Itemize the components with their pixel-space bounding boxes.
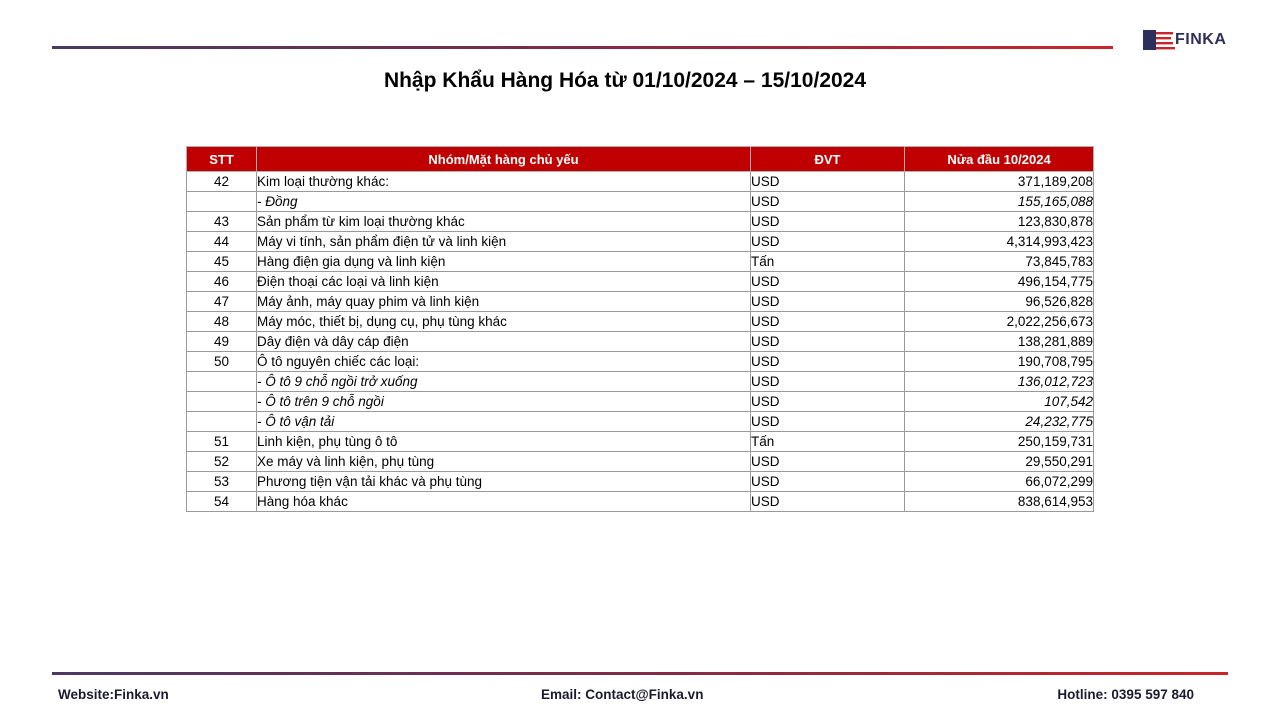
table-row: [187, 352, 1094, 372]
row-item-name: Hàng điện gia dụng và linh kiện: [257, 252, 751, 272]
row-item-name: Hàng hóa khác: [257, 492, 751, 512]
table-row: [187, 492, 1094, 512]
row-value: 96,526,828: [905, 292, 1094, 312]
row-unit: USD: [751, 192, 905, 212]
row-value: 155,165,088: [905, 192, 1094, 212]
table-row: [187, 392, 1094, 412]
row-value: 496,154,775: [905, 272, 1094, 292]
footer-hotline: Hotline: 0395 597 840: [1057, 687, 1194, 702]
finka-logo-mark-icon: [1143, 29, 1177, 51]
table-header-row: [187, 147, 1094, 172]
table-row: [187, 172, 1094, 192]
row-unit: USD: [751, 172, 905, 192]
row-item-name: - Đồng: [257, 192, 751, 212]
row-value: 4,314,993,423: [905, 232, 1094, 252]
row-stt: 49: [187, 332, 257, 352]
row-item-name: Ô tô nguyên chiếc các loại:: [257, 352, 751, 372]
footer-website: Website:Finka.vn: [58, 687, 169, 702]
row-stt: 53: [187, 472, 257, 492]
top-divider: [52, 46, 1113, 49]
row-stt: 42: [187, 172, 257, 192]
row-unit: USD: [751, 452, 905, 472]
row-stt: 45: [187, 252, 257, 272]
row-item-name: Xe máy và linh kiện, phụ tùng: [257, 452, 751, 472]
table-row: [187, 232, 1094, 252]
table-row: [187, 292, 1094, 312]
row-stt: 44: [187, 232, 257, 252]
row-unit: Tấn: [751, 252, 905, 272]
header-unit: ĐVT: [751, 147, 905, 172]
row-item-name: Sản phẩm từ kim loại thường khác: [257, 212, 751, 232]
row-item-name: - Ô tô 9 chỗ ngồi trở xuống: [257, 372, 751, 392]
table-row: [187, 332, 1094, 352]
row-unit: USD: [751, 352, 905, 372]
row-stt: [187, 192, 257, 212]
row-value: 24,232,775: [905, 412, 1094, 432]
row-stt: 50: [187, 352, 257, 372]
row-unit: USD: [751, 412, 905, 432]
table-row: [187, 472, 1094, 492]
row-item-name: - Ô tô vận tải: [257, 412, 751, 432]
row-item-name: Điện thoại các loại và linh kiện: [257, 272, 751, 292]
table-row: [187, 372, 1094, 392]
row-value: 2,022,256,673: [905, 312, 1094, 332]
table-row: [187, 192, 1094, 212]
page-title: Nhập Khẩu Hàng Hóa từ 01/10/2024 – 15/10/2024: [383, 69, 867, 92]
row-unit: Tấn: [751, 432, 905, 452]
logo-text: FINKA: [1175, 31, 1227, 48]
row-stt: 43: [187, 212, 257, 232]
header-stt: STT: [187, 147, 257, 172]
row-value: 136,012,723: [905, 372, 1094, 392]
row-item-name: Máy vi tính, sản phẩm điện tử và linh kiện: [257, 232, 751, 252]
row-stt: 54: [187, 492, 257, 512]
row-item-name: - Ô tô trên 9 chỗ ngồi: [257, 392, 751, 412]
row-unit: USD: [751, 232, 905, 252]
table-row: [187, 452, 1094, 472]
row-unit: USD: [751, 372, 905, 392]
row-item-name: Dây điện và dây cáp điện: [257, 332, 751, 352]
table-row: [187, 252, 1094, 272]
row-item-name: Máy móc, thiết bị, dụng cụ, phụ tùng khác: [257, 312, 751, 332]
row-value: 73,845,783: [905, 252, 1094, 272]
row-value: 123,830,878: [905, 212, 1094, 232]
table-row: [187, 272, 1094, 292]
row-item-name: Kim loại thường khác:: [257, 172, 751, 192]
finka-logo: [1143, 28, 1226, 52]
row-value: 250,159,731: [905, 432, 1094, 452]
row-value: 66,072,299: [905, 472, 1094, 492]
row-stt: 51: [187, 432, 257, 452]
row-stt: [187, 372, 257, 392]
row-stt: 48: [187, 312, 257, 332]
header-period-value: Nửa đầu 10/2024: [905, 147, 1094, 172]
row-stt: [187, 392, 257, 412]
row-unit: USD: [751, 392, 905, 412]
row-value: 107,542: [905, 392, 1094, 412]
row-unit: USD: [751, 292, 905, 312]
bottom-divider: [52, 672, 1228, 675]
header-item-group: Nhóm/Mặt hàng chủ yếu: [257, 147, 751, 172]
row-unit: USD: [751, 212, 905, 232]
row-unit: USD: [751, 472, 905, 492]
row-unit: USD: [751, 492, 905, 512]
row-value: 29,550,291: [905, 452, 1094, 472]
row-value: 838,614,953: [905, 492, 1094, 512]
row-stt: 52: [187, 452, 257, 472]
row-unit: USD: [751, 272, 905, 292]
row-item-name: Linh kiện, phụ tùng ô tô: [257, 432, 751, 452]
row-stt: 47: [187, 292, 257, 312]
import-table: [186, 146, 1094, 512]
footer-email: Email: Contact@Finka.vn: [541, 687, 704, 702]
table-row: [187, 212, 1094, 232]
row-value: 138,281,889: [905, 332, 1094, 352]
row-value: 190,708,795: [905, 352, 1094, 372]
row-value: 371,189,208: [905, 172, 1094, 192]
row-stt: [187, 412, 257, 432]
row-unit: USD: [751, 332, 905, 352]
table-row: [187, 312, 1094, 332]
row-item-name: Máy ảnh, máy quay phim và linh kiện: [257, 292, 751, 312]
table-row: [187, 432, 1094, 452]
row-unit: USD: [751, 312, 905, 332]
table-row: [187, 412, 1094, 432]
row-item-name: Phương tiện vận tải khác và phụ tùng: [257, 472, 751, 492]
row-stt: 46: [187, 272, 257, 292]
